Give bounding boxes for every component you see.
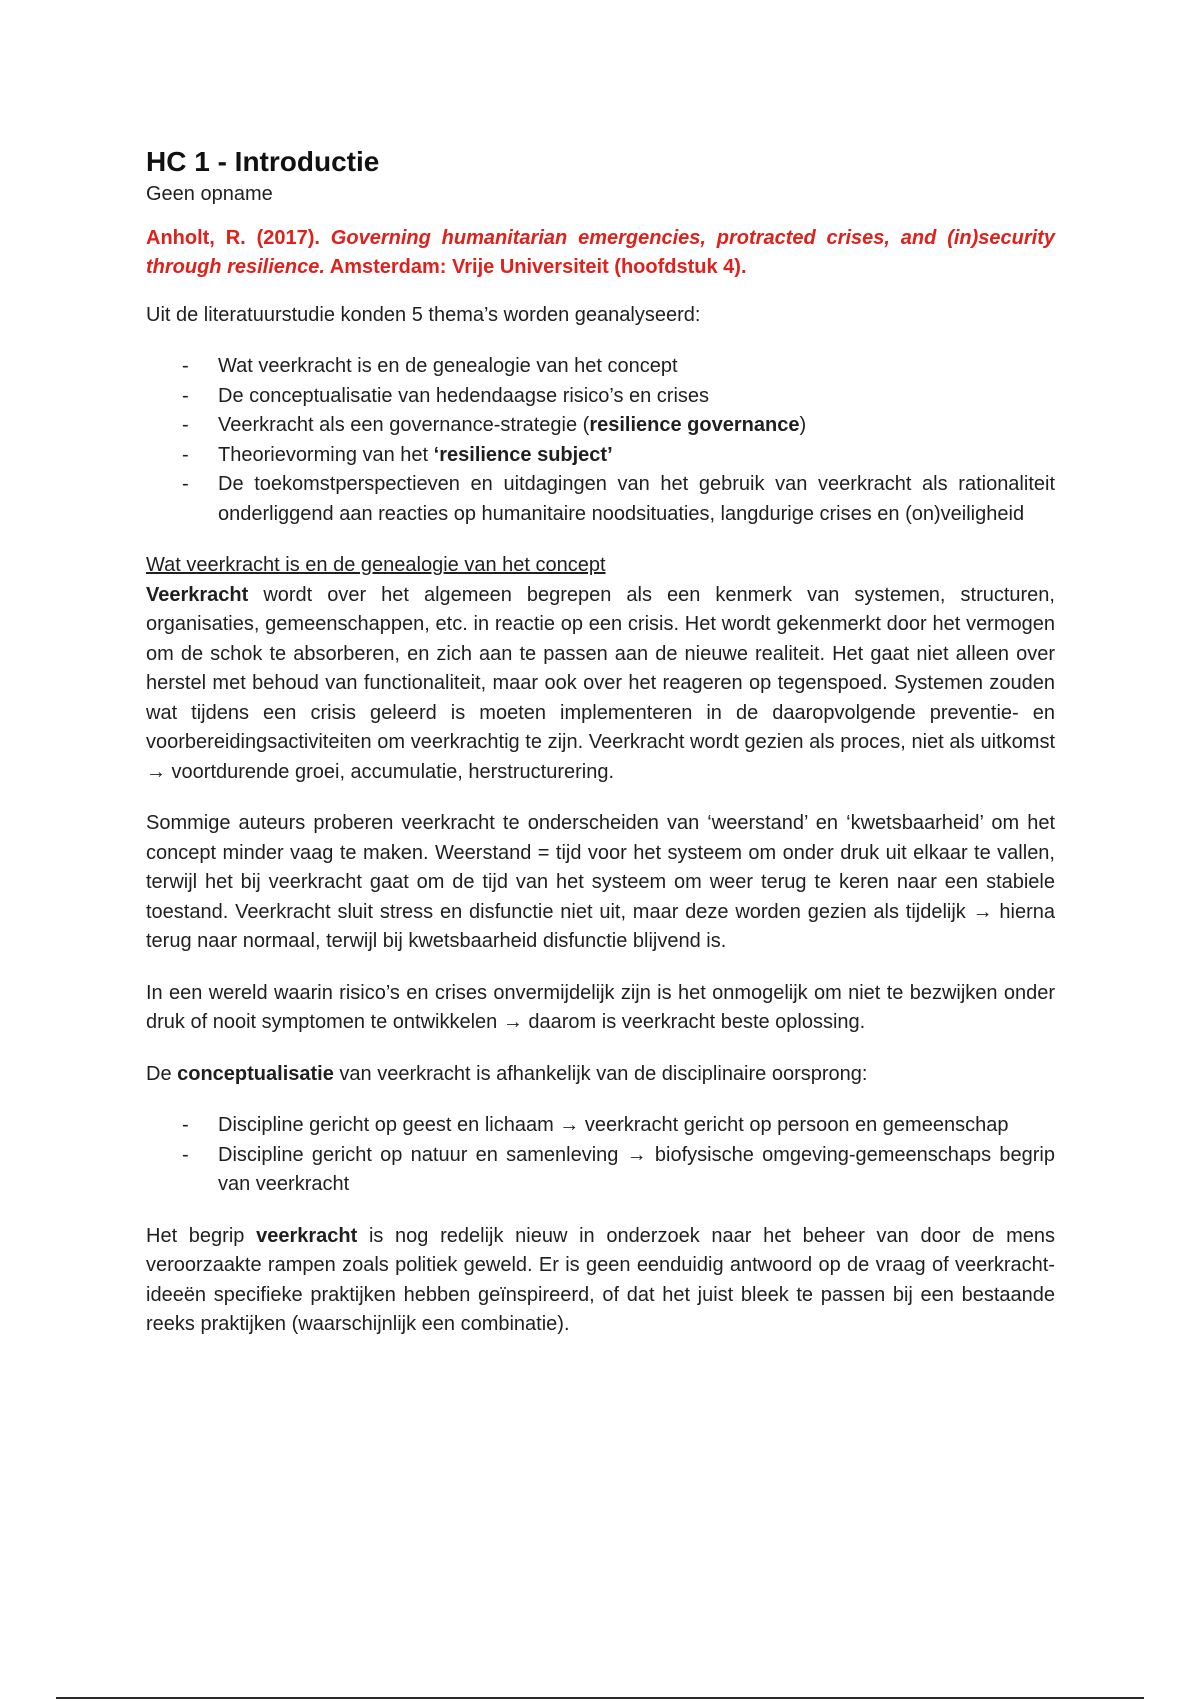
list-item: - Discipline gericht op geest en lichaam → veerkracht gericht op persoon en gemeenschap	[146, 1111, 1055, 1141]
list-bullet: -	[182, 414, 189, 436]
list-item: - De conceptualisatie van hedendaagse risico’s en crises	[146, 382, 1055, 412]
paragraph: Veerkracht wordt over het algemeen begrepen als een kenmerk van systemen, structuren, organisaties, gemeenschappen, etc. in reactie op een crisis. Het wordt gekenmerkt door het vermogen om de schok te absorberen, en zich aan te passen aan de nieuwe realiteit. Het gaat niet alleen over herstel met behoud van functionaliteit, maar ook over het reageren op tegenspoed. Systemen zouden wat tijdens een crisis geleerd is moeten implementeren in de daaropvolgende preventie- en voorbereidingsactiviteiten om veerkrachtig te zijn. Veerkracht wordt gezien als proces, niet als uitkomst → voortdurende groei, accumulatie, herstructurering.	[146, 583, 1055, 783]
paragraph: In een wereld waarin risico’s en crises onvermijdelijk zijn is het onmogelijk om niet te bezwijken onder druk of nooit symptomen te ontwikkelen → daarom is veerkracht beste oplossing.	[146, 981, 1055, 1033]
bottom-divider	[56, 1697, 1144, 1699]
subtitle: Geen opname	[146, 183, 273, 205]
theme-list	[146, 352, 1055, 529]
reference-title: Governing humanitarian emergencies, protracted crises, and (in)security through resilience.	[146, 226, 1055, 278]
list-item: - Veerkracht als een governance-strategie (resilience governance)	[146, 411, 1055, 441]
section-heading: Wat veerkracht is en de genealogie van het concept	[146, 554, 606, 576]
paragraph: De conceptualisatie van veerkracht is afhankelijk van de disciplinaire oorsprong:	[146, 1062, 868, 1085]
paragraph: Sommige auteurs proberen veerkracht te onderscheiden van ‘weerstand’ en ‘kwetsbaarheid’ om het concept minder vaag te maken. Weerstand = tijd voor het systeem om onder druk uit elkaar te vallen, terwijl het bij veerkracht gaat om de tijd van het systeem om weer terug te keren naar een stabiele toestand. Veerkracht sluit stress en disfunctie niet uit, maar deze worden gezien als tijdelijk → hierna terug naar normaal, terwijl bij kwetsbaarheid disfunctie blijvend is.	[146, 812, 1055, 952]
list-bullet: -	[182, 473, 189, 495]
list-item: - De toekomstperspectieven en uitdagingen van het gebruik van veerkracht als rationaliteit onderliggend aan reacties op humanitaire noodsituaties, langdurige crises en (on)veiligheid	[146, 470, 1055, 529]
intro-text: Uit de literatuurstudie konden 5 thema’s worden geanalyseerd:	[146, 303, 701, 326]
list-item: - Discipline gericht op natuur en samenleving → biofysische omgeving-gemeenschaps begrip van veerkracht	[146, 1141, 1055, 1200]
list-bullet: -	[182, 1143, 189, 1166]
discipline-list	[146, 1111, 1055, 1200]
list-bullet: -	[182, 355, 189, 377]
reference-citation	[146, 224, 1055, 283]
list-item: - Wat veerkracht is en de genealogie van het concept	[146, 352, 1055, 382]
reference-author: Anholt, R. (2017).	[146, 226, 331, 249]
list-bullet: -	[182, 384, 189, 407]
document-page	[146, 144, 1055, 1362]
list-item: - Theorievorming van het ‘resilience subject’	[146, 441, 1055, 471]
paragraph: Het begrip veerkracht is nog redelijk nieuw in onderzoek naar het beheer van door de mens veroorzaakte rampen zoals politiek geweld. Er is geen eenduidig antwoord op de vraag of veerkracht-ideeën specifieke praktijken hebben geïnspireerd, of dat het juist bleek te passen bij een bestaande reeks praktijken (waarschijnlijk een combinatie).	[146, 1224, 1055, 1335]
list-bullet: -	[182, 443, 189, 466]
reference-publisher: Amsterdam: Vrije Universiteit (hoofdstuk 4).	[324, 256, 747, 278]
page-title: HC 1 - Introductie	[146, 146, 380, 177]
list-bullet: -	[182, 1114, 189, 1136]
